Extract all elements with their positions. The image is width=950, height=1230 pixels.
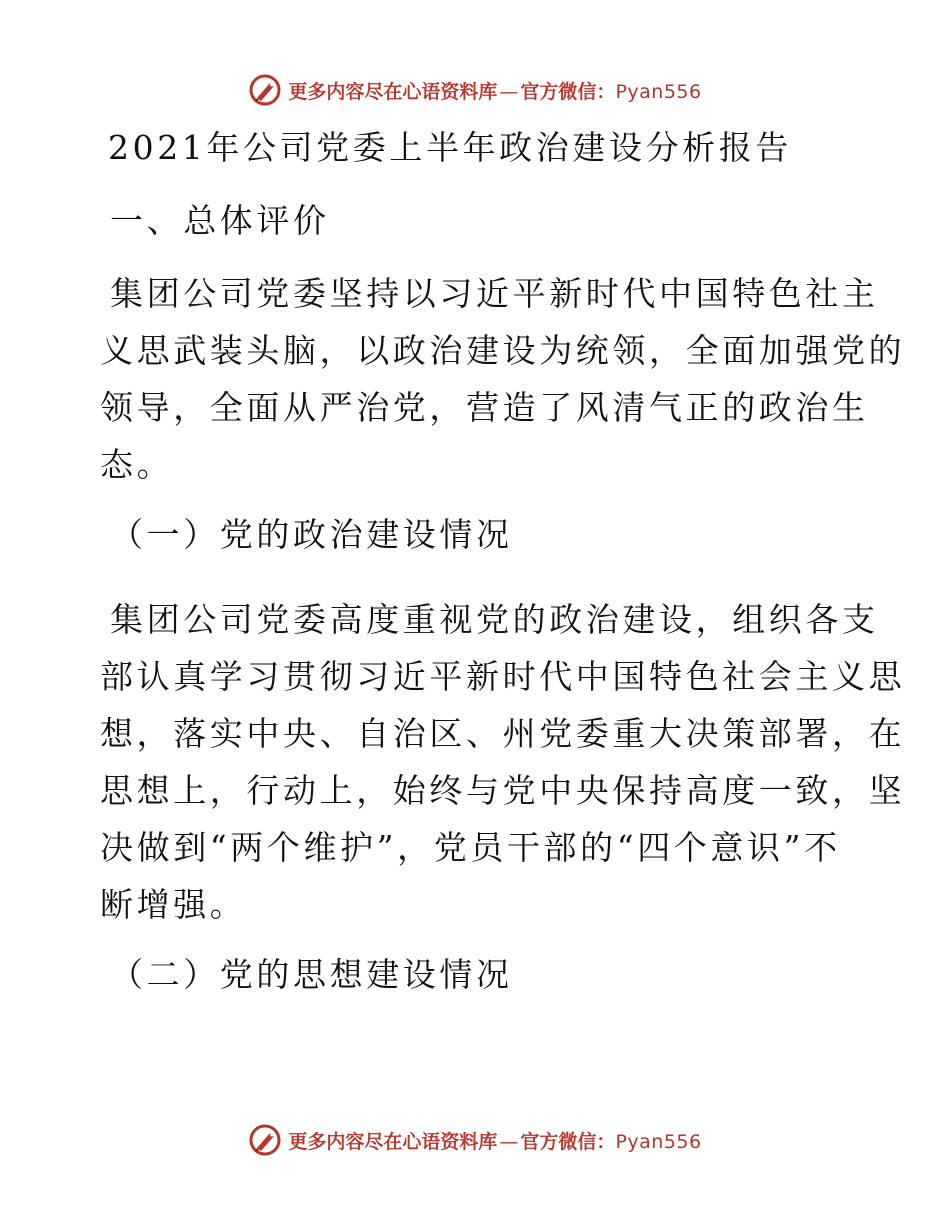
watermark-wechat-id: Pyan556 xyxy=(615,80,702,103)
section-heading-overall: 一、总体评价 xyxy=(110,201,330,240)
pen-logo-icon xyxy=(248,1123,282,1157)
pen-logo-icon xyxy=(248,73,282,107)
watermark-wechat-id: Pyan556 xyxy=(615,1130,702,1153)
watermark-header xyxy=(0,70,950,110)
watermark-footer xyxy=(0,1120,950,1160)
watermark-dash: — xyxy=(499,1130,519,1153)
paragraph-line: 部认真学习贯彻习近平新时代中国特色社会主义思 xyxy=(100,657,906,696)
watermark-brand: 更多内容尽在心语资料库 xyxy=(288,1130,498,1153)
paragraph-line: 义思武装头脑，以政治建设为统领，全面加强党的 xyxy=(100,331,906,370)
watermark-label: 官方微信： xyxy=(520,80,616,103)
watermark-dash: — xyxy=(499,80,519,103)
paragraph-line: 态。 xyxy=(100,445,174,484)
document-title: 2021年公司党委上半年政治建设分析报告 xyxy=(108,128,792,167)
paragraph-line: 决做到“两个维护”，党员干部的“四个意识”不 xyxy=(100,828,841,867)
paragraph-line: 集团公司党委坚持以习近平新时代中国特色社主 xyxy=(110,274,879,313)
watermark-brand: 更多内容尽在心语资料库 xyxy=(288,80,498,103)
paragraph-line: 想，落实中央、自治区、州党委重大决策部署，在 xyxy=(100,714,906,753)
paragraph-line: 领导，全面从严治党，营造了风清气正的政治生 xyxy=(100,388,869,427)
paragraph-line: 集团公司党委高度重视党的政治建设，组织各支 xyxy=(110,600,879,639)
subsection-paragraph-political xyxy=(100,591,906,933)
paragraph-line: 断增强。 xyxy=(100,885,247,924)
document-body xyxy=(100,125,906,1031)
subsection-heading-ideological: （二）党的思想建设情况 xyxy=(110,955,513,994)
watermark-label: 官方微信： xyxy=(520,1130,616,1153)
paragraph-line: 思想上，行动上，始终与党中央保持高度一致，坚 xyxy=(100,771,906,810)
section-paragraph-overall xyxy=(100,265,906,493)
subsection-heading-political: （一）党的政治建设情况 xyxy=(110,515,513,554)
